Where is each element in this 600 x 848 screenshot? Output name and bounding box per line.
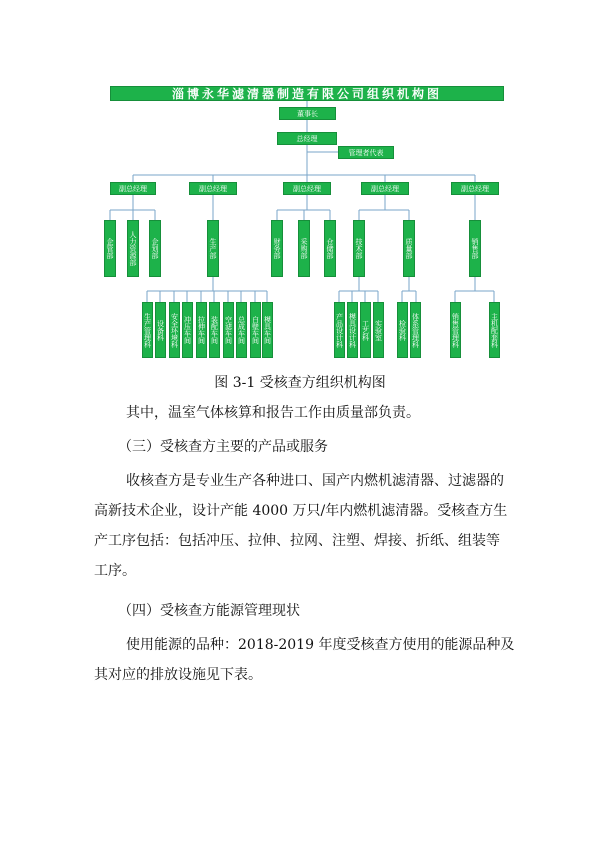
section-box: 设备科 bbox=[155, 302, 166, 358]
vice-gm-box: 副总经理 bbox=[361, 182, 409, 195]
section-box: 总成车间 bbox=[236, 302, 247, 358]
paragraph-line: 产工序包括：包括冲压、拉伸、拉网、注塑、焊接、折纸、组装等 bbox=[94, 533, 500, 549]
vice-gm-box: 副总经理 bbox=[189, 182, 237, 195]
vice-gm-box: 副总经理 bbox=[451, 182, 499, 195]
section-box: 生产管理科 bbox=[142, 302, 153, 358]
section-box: 空滤车间 bbox=[223, 302, 234, 358]
management-rep-box: 管理者代表 bbox=[338, 146, 394, 159]
section-heading: （四）受核查方能源管理现状 bbox=[118, 603, 300, 619]
section-box: 模具车间 bbox=[262, 302, 273, 358]
dept-box: 技术部 bbox=[353, 220, 365, 277]
paragraph-line: 收核查方是专业生产各种进口、国产内燃机滤清器、过滤器的 bbox=[126, 473, 504, 489]
dept-box: 企划部 bbox=[149, 220, 161, 277]
paragraph-line: 高新技术企业，设计产能 4000 万只/年内燃机滤清器。受核查方生 bbox=[94, 503, 508, 519]
section-box: 销售管理科 bbox=[450, 302, 461, 358]
section-box: 白壁车间 bbox=[250, 302, 261, 358]
section-box: 冲压车间 bbox=[182, 302, 193, 358]
dept-box: 仓储部 bbox=[324, 220, 336, 277]
vice-gm-box: 副总经理 bbox=[110, 182, 156, 195]
org-chart-title: 淄博永华滤清器制造有限公司组织机构图 bbox=[110, 86, 504, 101]
dept-box: 人力资源部 bbox=[127, 220, 139, 277]
dept-box: 财务部 bbox=[271, 220, 283, 277]
section-box: 主机配套科 bbox=[489, 302, 500, 358]
general-manager-box: 总经理 bbox=[277, 132, 337, 145]
paragraph-line: 使用能源的品种：2018-2019 年度受核查方使用的能源品种及 bbox=[126, 637, 515, 653]
section-box: 体系管理科 bbox=[410, 302, 421, 358]
dept-box: 生产部 bbox=[207, 220, 219, 277]
section-box: 产品设计科 bbox=[334, 302, 345, 358]
paragraph: 其中，温室气体核算和报告工作由质量部负责。 bbox=[126, 405, 420, 421]
section-box: 实验室 bbox=[373, 302, 384, 358]
dept-box: 销售部 bbox=[469, 220, 481, 277]
section-box: 检验科 bbox=[397, 302, 408, 358]
section-box: 装配车间 bbox=[209, 302, 220, 358]
chairman-box: 董事长 bbox=[279, 107, 336, 120]
section-box: 拉伸车间 bbox=[196, 302, 207, 358]
dept-box: 企管部 bbox=[104, 220, 116, 277]
section-box: 模具设计科 bbox=[347, 302, 358, 358]
dept-box: 采购部 bbox=[298, 220, 310, 277]
org-chart bbox=[0, 0, 600, 370]
paragraph-line: 工序。 bbox=[94, 563, 136, 579]
section-heading: （三）受核查方主要的产品或服务 bbox=[118, 439, 328, 455]
dept-box: 质量部 bbox=[403, 220, 415, 277]
paragraph-line: 其对应的排放设施见下表。 bbox=[94, 667, 262, 683]
section-box: 安全环境科 bbox=[169, 302, 180, 358]
section-box: 工艺科 bbox=[360, 302, 371, 358]
vice-gm-box: 副总经理 bbox=[283, 182, 331, 195]
figure-caption: 图 3-1 受核查方组织机构图 bbox=[214, 375, 386, 391]
